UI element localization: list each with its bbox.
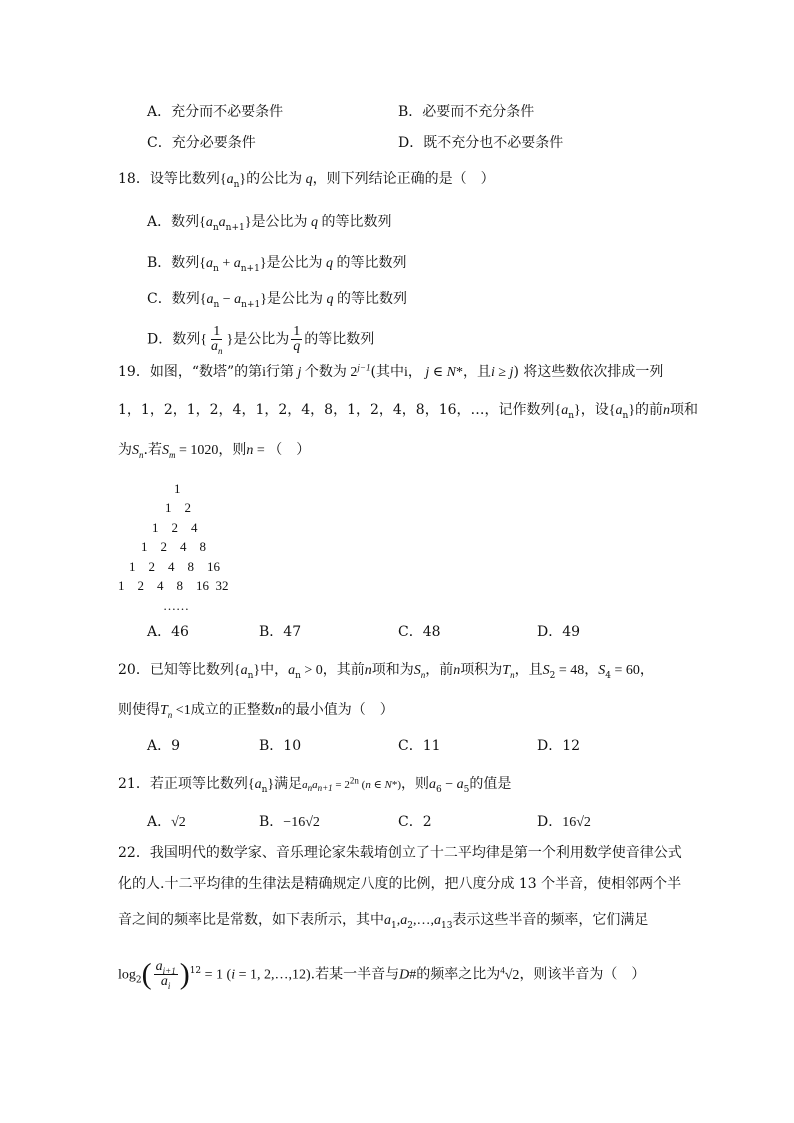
q20-option-c: C．11	[398, 738, 441, 754]
q18-option-b: B．数列$\{a_n + a_{n+1}\}$是公比为 q 的等比数列	[147, 255, 407, 274]
q17-option-a: A．充分而不必要条件	[147, 104, 284, 120]
q18-option-d: D．数列{ $\frac{1}{a_n}$ }是公比为 $\frac{1}{q}$ 的等比数列	[147, 324, 375, 356]
q20-option-a: A．9	[147, 738, 181, 754]
q21-option-b: B．−16√2	[259, 814, 320, 830]
tower-row: 1 2 4	[152, 520, 198, 535]
q17-option-b: B．必要而不充分条件	[398, 104, 535, 120]
q21-option-a: A．√2	[147, 814, 186, 830]
tower-row: 1	[174, 481, 181, 496]
q18-stem: 18．设等比数列$\{a_n\}$的公比为 q，则下列结论正确的是（ ）	[118, 171, 495, 190]
q22-stem-line2: 化的人.十二平均律的生律法是精确规定八度的比例，把八度分成 13 个半音，使相邻两个半	[118, 876, 682, 892]
q18-option-a: A．数列$\{a_na_{n+1}\}$是公比为 q 的等比数列	[147, 214, 392, 233]
tower-row: 1 2	[165, 500, 191, 515]
q22-stem-line4: $\log_2$( $\frac{a_{i+1}}{a_i}$ )$^{12}$ = 1 (i = 1, 2,…,12).若某一半音与D#的频率之比为$^4$√2，则该半音为（ ）	[118, 957, 646, 991]
tower-row: 1 2 4 8	[141, 539, 206, 554]
tower-row: 1 2 4 8 16	[129, 559, 220, 574]
q20-stem-line2: 则使得$T_n <1$成立的正整数n的最小值为（ ）	[118, 702, 394, 720]
q19-stem-line3: 为$S_n$.若$S_m = 1020$，则n = （ ）	[118, 442, 311, 460]
q18-option-c: C．数列$\{a_n - a_{n+1}\}$是公比为 q 的等比数列	[147, 291, 407, 310]
q20-stem-line1: 20．已知等比数列$\{a_n\}$中，$a_n > 0$，其前n项和为$S_n$，前n项积为$T_n$，且$S_2 = 48$，$S_4 = 60$，	[118, 662, 654, 681]
tower-ellipsis: ……	[163, 598, 189, 613]
q21-option-d: D．16√2	[537, 814, 591, 830]
q19-stem-line1: 19．如图，“数塔”的第i行第 j 个数为 $2^{j-1}$(其中i， j ∈ N*，且i ≥ j) 将这些数依次排成一列	[118, 362, 664, 380]
q19-option-b: B．47	[259, 624, 302, 640]
q20-option-b: B．10	[259, 738, 302, 754]
q21-stem: 21．若正项等比数列$\{a_n\}$满足$a_na_{n+1} = 2^{2n}$ (n ∈ N*)，则$a_6 - a_5$的值是	[118, 775, 512, 795]
q21-option-c: C．2	[398, 814, 432, 830]
q22-stem-line1: 22．我国明代的数学家、音乐理论家朱载堉创立了十二平均律是第一个利用数学使音律公式	[118, 845, 682, 861]
q20-option-d: D．12	[537, 738, 581, 754]
q19-stem-line2: 1，1，2，1，2，4，1，2，4，8，1，2，4，8，16，…，记作数列$\{a_n\}$，设$\{a_n\}$的前n项和	[118, 402, 699, 421]
q17-option-c: C．充分必要条件	[147, 135, 256, 151]
q19-option-a: A．46	[147, 624, 189, 640]
q19-option-c: C．48	[398, 624, 441, 640]
q17-option-d: D．既不充分也不必要条件	[398, 135, 564, 151]
tower-row: 1 2 4 8 16 32	[118, 578, 229, 593]
q19-option-d: D．49	[537, 624, 581, 640]
q22-stem-line3: 音之间的频率比是常数，如下表所示，其中$a_1,a_2,\dots,a_{13}$表示这些半音的频率，它们满足	[118, 912, 649, 931]
